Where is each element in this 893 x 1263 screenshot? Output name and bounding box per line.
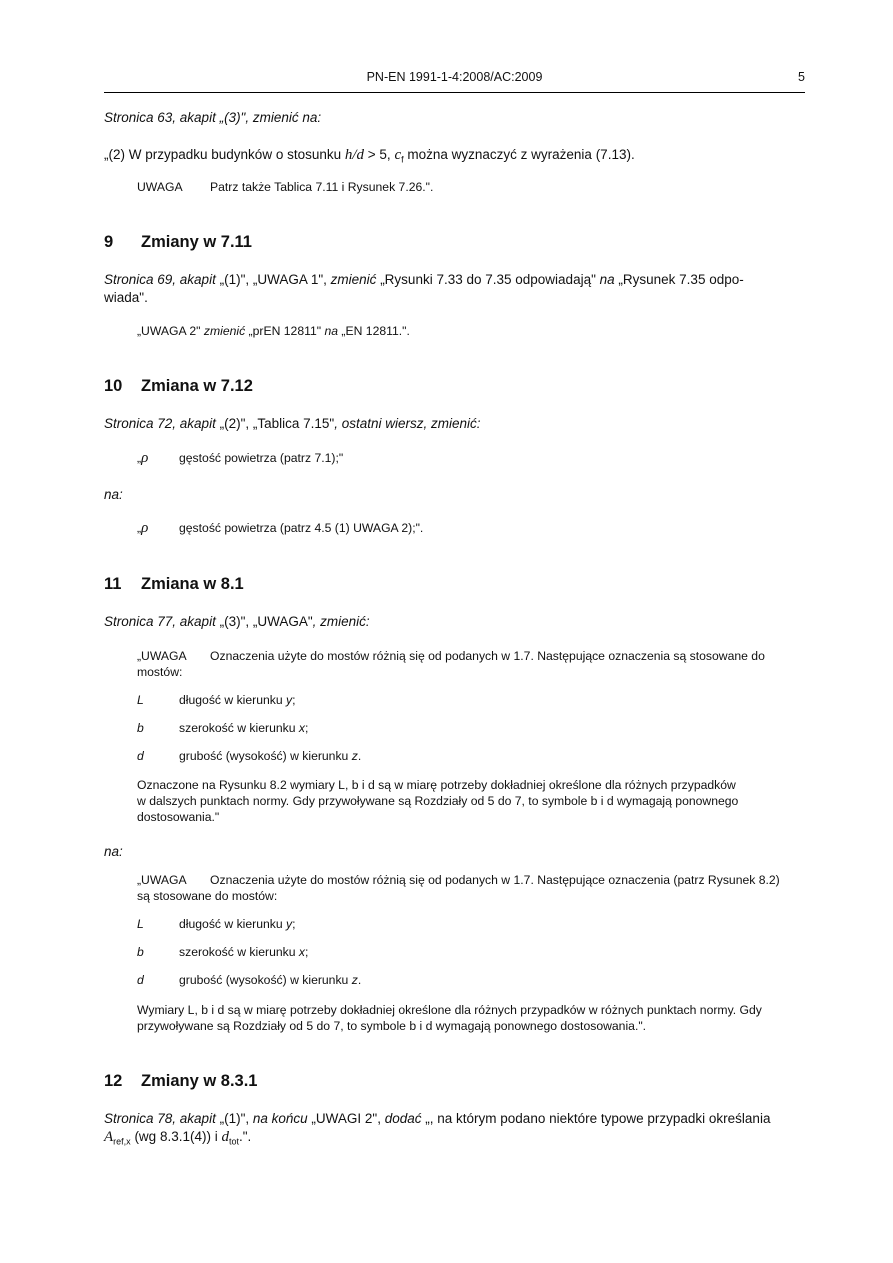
section-10-heading: 10 Zmiana w 7.12 [104, 377, 253, 395]
s12-line-1: Stronica 78, akapit „(1)", na końcu „UWAGI 2", dodać „, na którym podano niektóre typowe przypadki określania [104, 1111, 771, 1126]
section-9-heading: 9 Zmiany w 7.11 [104, 233, 252, 251]
section-12-heading: 12 Zmiany w 8.3.1 [104, 1072, 258, 1090]
s9-line-1: Stronica 69, akapit „(1)", „UWAGA 1", zmienić „Rysunki 7.33 do 7.35 odpowiadają" na „Rysunek 7.35 odpo- [104, 272, 744, 287]
s10-na: na: [104, 487, 123, 502]
document-title: PN-EN 1991-1-4:2008/AC:2009 [366, 70, 543, 84]
s11-old-def-d: d grubość (wysokość) w kierunku z. [137, 749, 362, 763]
s11-old-note-line-1: „UWAGA Oznaczenia użyte do mostów różnią się od podanych w 1.7. Następujące oznaczenia są stosowane do [137, 649, 765, 663]
section-11-heading: 11 Zmiana w 8.1 [104, 575, 244, 593]
s11-old-note-line-2: mostów: [137, 665, 183, 679]
s11-new-para-line-2: przywoływane są Rozdziały od 5 do 7, to symbole b i d wymagają ponownego dostosowania.". [137, 1019, 647, 1033]
s11-new-note-line-2: są stosowane do mostów: [137, 889, 278, 903]
s11-new-def-b: b szerokość w kierunku x; [137, 945, 309, 959]
s10-lead: Stronica 72, akapit „(2)", „Tablica 7.15", ostatni wiersz, zmienić: [104, 416, 481, 431]
s11-new-note-line-1: „UWAGA Oznaczenia użyte do mostów różnią się od podanych w 1.7. Następujące oznaczenia (patrz Rysunek 8.2) [137, 873, 780, 887]
s8-note: UWAGA Patrz także Tablica 7.11 i Rysunek 7.26.". [137, 180, 434, 194]
s11-old-def-L: L długość w kierunku y; [137, 693, 296, 707]
s11-old-def-b: b szerokość w kierunku x; [137, 721, 309, 735]
s11-new-para-line-1: Wymiary L, b i d są w miarę potrzeby dokładniej określone dla różnych przypadków w różnych punktach normy. Gdy [137, 1003, 762, 1017]
s11-old-para-line-2: w dalszych punktach normy. Gdy przywoływane są Rozdziały od 5 do 7, to symbole b i d wymagają ponownego [137, 794, 739, 808]
s10-new-row: „ρ gęstość powietrza (patrz 4.5 (1) UWAGA 2);". [137, 520, 424, 536]
s8-lead: Stronica 63, akapit „(3)", zmienić na: [104, 110, 322, 125]
s11-new-def-L: L długość w kierunku y; [137, 917, 296, 931]
s11-na: na: [104, 844, 123, 859]
s9-line-2: wiada". [104, 290, 148, 305]
s11-old-para-line-3: dostosowania." [137, 810, 220, 824]
s8-paragraph: „(2) W przypadku budynków o stosunku h/d > 5, $c_f$ można wyznaczyć z wyrażenia (7.13). [104, 147, 635, 165]
s11-old-para-line-1: Oznaczone na Rysunku 8.2 wymiary L, b i d są w miarę potrzeby dokładniej określone dla różnych przypadków [137, 778, 736, 792]
page-header [104, 70, 805, 93]
s12-line-2: $A_{ref,x}$ (wg 8.3.1(4)) i $d_{tot}$.". [104, 1129, 252, 1147]
s11-new-def-d: d grubość (wysokość) w kierunku z. [137, 973, 362, 987]
s10-old-row: „ρ gęstość powietrza (patrz 7.1);" [137, 450, 344, 466]
page-number: 5 [798, 70, 805, 84]
s11-lead: Stronica 77, akapit „(3)", „UWAGA", zmienić: [104, 614, 370, 629]
s9-note: „UWAGA 2" zmienić „prEN 12811" na „EN 12811.". [137, 324, 410, 338]
